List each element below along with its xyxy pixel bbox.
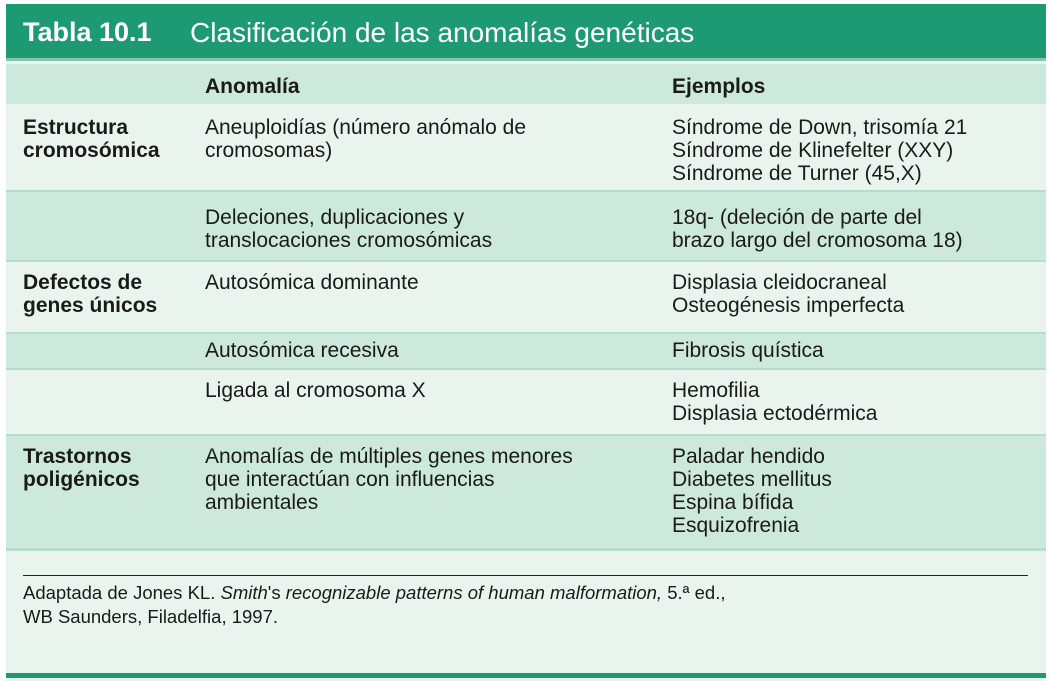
row-divider — [6, 548, 1046, 551]
category-line: Defectos de — [23, 271, 143, 294]
example-line: Paladar hendido — [672, 445, 825, 468]
example-line: 18q- (deleción de parte del — [672, 206, 922, 229]
table-row — [6, 370, 1046, 434]
anomaly-line: translocaciones cromosómicas — [205, 229, 493, 252]
anomaly-line: Autosómica recesiva — [205, 339, 399, 362]
category-cell — [23, 271, 157, 317]
examples-cell — [672, 339, 824, 362]
category-line: Trastornos — [23, 445, 132, 468]
source-title-italic: Smith — [220, 582, 268, 603]
source-title-rest: recognizable patterns of human malformation, — [285, 582, 663, 603]
example-line: Osteogénesis imperfecta — [672, 294, 905, 317]
anomaly-line: ambientales — [205, 491, 319, 514]
table-row — [6, 334, 1046, 368]
example-line: Espina bífida — [672, 491, 794, 514]
source-possessive: 's — [267, 582, 286, 603]
example-line: Hemofilia — [672, 379, 760, 402]
example-line: Displasia ectodérmica — [672, 402, 878, 425]
category-line: genes únicos — [23, 294, 158, 317]
example-line: Fibrosis quística — [672, 339, 824, 362]
column-header-row — [6, 64, 1046, 104]
table-row — [6, 436, 1046, 548]
bottom-bar — [6, 673, 1046, 678]
example-line: Síndrome de Down, trisomía 21 — [672, 116, 968, 139]
examples-cell — [672, 271, 904, 317]
example-line: Diabetes mellitus — [672, 468, 832, 491]
column-header-anomaly: Anomalía — [205, 75, 300, 98]
table-row — [6, 262, 1046, 332]
examples-cell — [672, 379, 877, 425]
anomaly-line: Deleciones, duplicaciones y — [205, 206, 465, 229]
table-title: Clasificación de las anomalías genéticas — [190, 17, 695, 48]
source-publisher: WB Saunders, Filadelfia, 1997. — [23, 606, 279, 627]
table-page — [6, 4, 1046, 681]
anomaly-line: cromosomas) — [205, 139, 333, 162]
anomaly-line: que interactúan con influencias — [205, 468, 495, 491]
anomaly-line: Anomalías de múltiples genes menores — [205, 445, 573, 468]
example-line: Displasia cleidocraneal — [672, 271, 887, 294]
source-prefix: Adaptada de Jones KL. — [23, 582, 221, 603]
example-line: Síndrome de Turner (45,X) — [672, 162, 922, 185]
examples-cell — [672, 445, 832, 537]
table-row — [6, 104, 1046, 190]
examples-cell — [672, 116, 967, 185]
table-row — [6, 192, 1046, 260]
table-number: Tabla 10.1 — [23, 17, 152, 47]
anomaly-cell — [205, 379, 426, 402]
anomaly-line: Aneuploidías (número anómalo de — [205, 116, 527, 139]
category-cell — [23, 445, 140, 491]
category-line: poligénicos — [23, 468, 140, 491]
anomaly-cell — [205, 445, 573, 514]
anomaly-cell — [205, 339, 399, 362]
examples-cell — [672, 206, 963, 252]
anomaly-line: Autosómica dominante — [205, 271, 419, 294]
example-line: brazo largo del cromosoma 18) — [672, 229, 963, 252]
example-line: Síndrome de Klinefelter (XXY) — [672, 139, 954, 162]
source-edition: 5.ª ed., — [662, 582, 726, 603]
example-line: Esquizofrenia — [672, 514, 800, 537]
footnote-rule — [23, 575, 1028, 576]
anomaly-cell — [205, 116, 526, 162]
anomaly-cell — [205, 206, 492, 252]
anomaly-cell — [205, 271, 419, 294]
source-note — [23, 581, 726, 629]
category-cell — [23, 116, 160, 162]
anomaly-line: Ligada al cromosoma X — [205, 379, 426, 402]
category-line: Estructura — [23, 116, 129, 139]
column-header-examples: Ejemplos — [672, 75, 766, 98]
category-line: cromosómica — [23, 139, 160, 162]
table-header-bar — [6, 4, 1046, 61]
